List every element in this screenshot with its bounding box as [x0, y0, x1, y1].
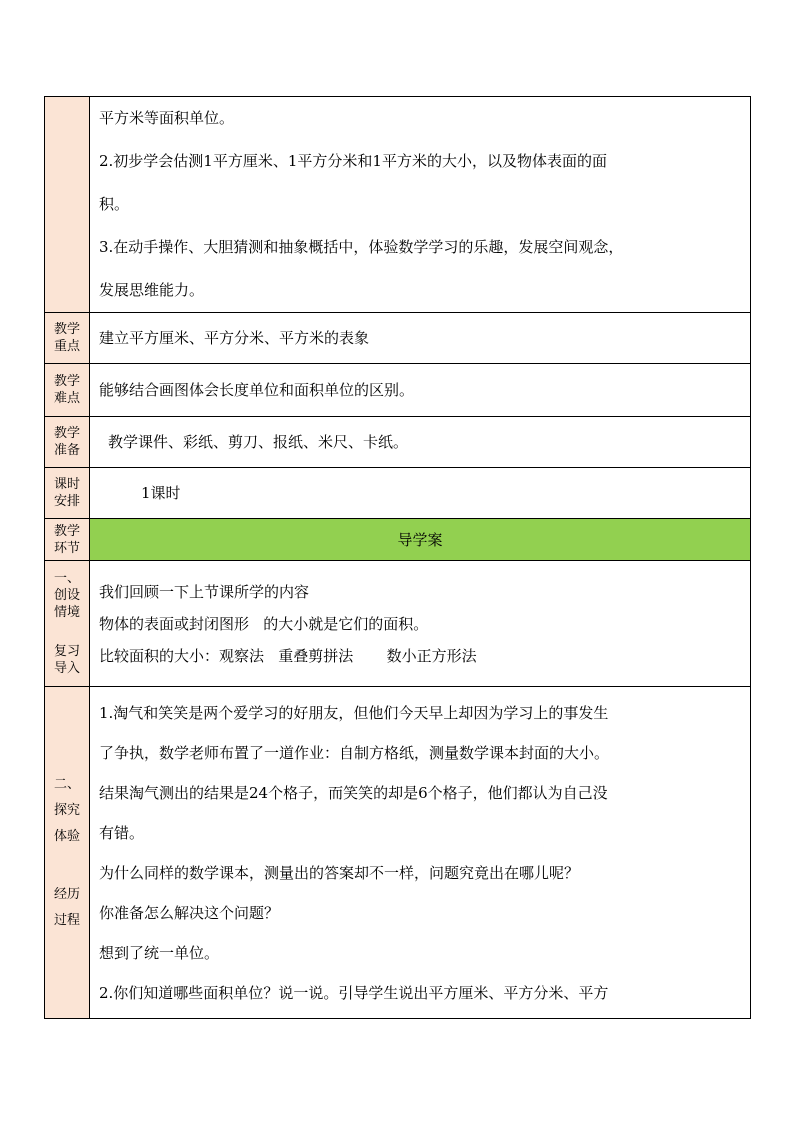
- preparation-row: [45, 417, 751, 468]
- section1-line: 物体的表面或封闭图形 的大小就是它们的面积。: [99, 614, 429, 633]
- goals-line: 积。: [99, 195, 130, 213]
- schedule-content: 1课时: [90, 468, 751, 519]
- section2-line: 为什么同样的数学课本，测量出的答案却不一样，问题究竟出在哪儿呢？: [99, 863, 580, 882]
- section1-content: [90, 561, 751, 687]
- stage-header: 导学案: [90, 519, 751, 561]
- section1-line: 比较面积的大小：观察法 重叠剪拼法 数小正方形法: [99, 646, 477, 665]
- key-points-row: [45, 313, 751, 364]
- stage-row: [45, 519, 751, 561]
- goals-label-cell: [45, 97, 90, 313]
- section2-line: 你准备怎么解决这个问题？: [99, 903, 280, 922]
- difficulties-content: 能够结合画图体会长度单位和面积单位的区别。: [90, 364, 751, 417]
- section2-label: 二、 探究 体验 经历 过程: [45, 687, 90, 1019]
- key-points-label: 教学 重点: [45, 313, 90, 364]
- schedule-row: [45, 468, 751, 519]
- section2-line: 有错。: [99, 823, 145, 842]
- section2-line: 了争执，数学老师布置了一道作业：自制方格纸，测量数学课本封面的大小。: [99, 743, 610, 762]
- difficulties-label: 教学 难点: [45, 364, 90, 417]
- section1-line: 我们回顾一下上节课所学的内容: [99, 582, 310, 601]
- lesson-plan-table: [44, 96, 751, 1019]
- section2-line: 想到了统一单位。: [99, 943, 220, 962]
- section1-label: 一、 创设 情境 复习 导入: [45, 561, 90, 687]
- preparation-content: 教学课件、彩纸、剪刀、报纸、米尺、卡纸。: [90, 417, 751, 468]
- section2-line: 2.你们知道哪些面积单位？说一说。引导学生说出平方厘米、平方分米、平方: [99, 983, 609, 1002]
- key-points-content: 建立平方厘米、平方分米、平方米的表象: [90, 313, 751, 364]
- section2-row: [45, 687, 751, 1019]
- difficulties-row: [45, 364, 751, 417]
- stage-label: 教学 环节: [45, 519, 90, 561]
- goals-line: 3.在动手操作、大胆猜测和抽象概括中，体验数学学习的乐趣，发展空间观念，: [99, 238, 624, 256]
- section2-line: 结果淘气测出的结果是24个格子，而笑笑的却是6个格子，他们都认为自己没: [99, 783, 608, 802]
- section1-row: [45, 561, 751, 687]
- goals-line: 2.初步学会估测1平方厘米、1平方分米和1平方米的大小，以及物体表面的面: [99, 152, 607, 170]
- goals-line: 发展思维能力。: [99, 281, 205, 299]
- schedule-label: 课时 安排: [45, 468, 90, 519]
- section2-content: [90, 687, 751, 1019]
- section2-line: 1.淘气和笑笑是两个爱学习的好朋友，但他们今天早上却因为学习上的事发生: [99, 703, 609, 722]
- goals-content-cell: [90, 97, 751, 313]
- goals-row: [45, 97, 751, 313]
- goals-line: 平方米等面积单位。: [99, 109, 235, 127]
- preparation-label: 教学 准备: [45, 417, 90, 468]
